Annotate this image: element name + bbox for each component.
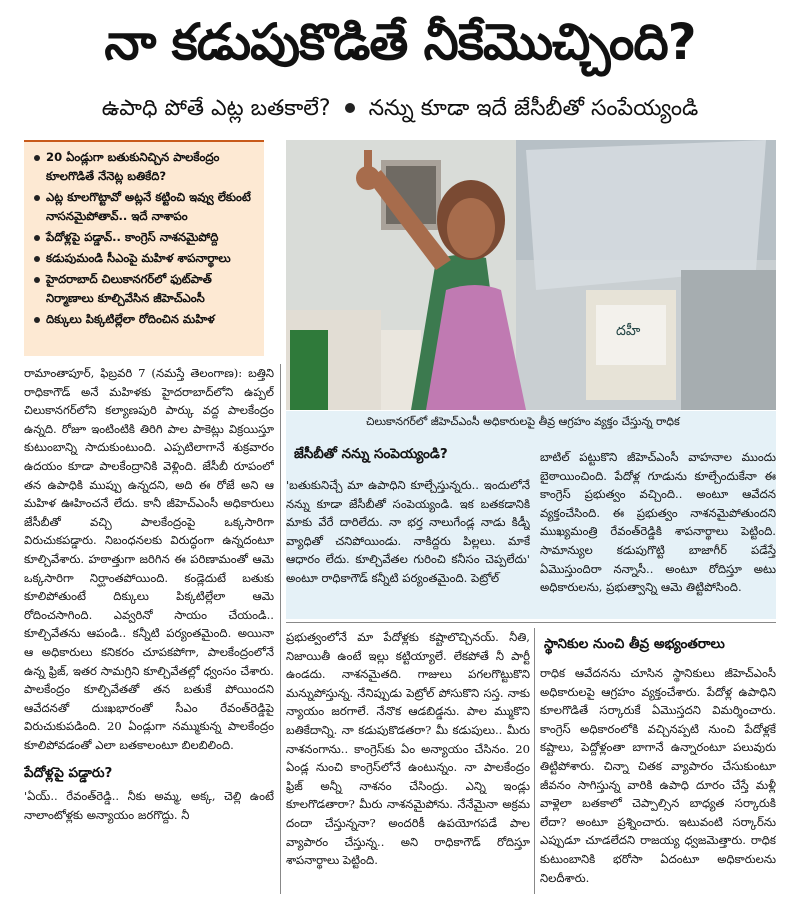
column-divider — [534, 628, 535, 894]
highlight-item: కడుపుమండి సీఎంపై మహిళ శాపనార్థాలు — [32, 249, 260, 268]
highlight-item: ఎట్ల కూలగొట్టావో అట్లనే కట్టించి ఇవ్వు లేకుంటే నాసనమైపోతావ్‌.. ఇదే నాశాపం — [32, 188, 260, 226]
headline: నా కడుపుకొడితే నీకేమొచ్చింది? — [104, 13, 696, 71]
article-column-4 — [286, 628, 530, 894]
subheadline — [0, 92, 800, 126]
column-subheading: పేదోళ్లపై పడ్డారు? — [24, 765, 113, 782]
article-paragraph: 'బతుకునిచ్చే మా ఉపాధిని కూల్చేస్తున్నరు.. ఇందులోనే నన్ను కూడా జేసీబీతో సంపెయ్యండి. ఇక బతకడానికి మాకు వేరే దారిలేదు. నా భర్త నాలుగేండ్ల నాడు కిడ్నీ వ్యాధితో చనిపోయిండు. నాకిద్దరు పిల్లలు. మాకే ఆధారం లేదు. కూల్చివేతల గురించి కనీసం చెప్పలేదు' అంటూ రాధికాగౌడ్‌ కన్నీటి పర్యంతమైంది. పెట్రోల్‌ — [286, 478, 530, 585]
article-column-3 — [540, 448, 776, 616]
highlights-box — [24, 140, 264, 356]
bullet-icon — [345, 103, 355, 113]
article-column-5 — [540, 664, 776, 894]
photo-sign-text: దహీ — [616, 323, 641, 339]
article-paragraph: రాధిక ఆవేదనను చూసిన స్థానికులు జీహెచ్‌ఎంసీ అధికారులపై ఆగ్రహం వ్యక్తంచేశారు. పేదోళ్ల ఉపాధిని కూలగొడితే సర్కారుకే ఏమొస్తదని విమర్శించారు. కాంగ్రెస్‌ అధికారంలోకి వచ్చినప్పటి నుంచి పేదోళ్లకే కష్టాలు, పెద్దోళ్లంతా బాగానే ఉన్నారంటూ పలువురు తిట్టిపోశారు. చిన్నా చితక వ్యాపారం చేసుకుంటూ జీవనం సాగిస్తున్న వారికి ఉపాధి దూరం చేస్తే మళ్లీ వాళ్లెలా బతకాలో చెప్పాల్సిన బాధ్యత సర్కారుకి లేదా? అంటూ ప్రశ్నించారు. ఇటువంటి సర్కార్‌ను ఎప్పుడూ చూడలేదని రాజయ్య ధ్వజమెత్తారు. రాధిక కుటుంబానికి భరోసా ఏదంటూ అధికారులను నిలదీశారు. — [540, 666, 776, 885]
article-paragraph: రామాంతాపూర్‌, ఫిబ్రవరి 7 (నమస్తే తెలంగాణ): బత్తిని రాధికాగౌడ్‌ అనే మహిళకు హైదరాబాద్‌లోని ఉప్పల్‌ చిలుకానగర్‌లోని కల్యాణపురి పార్కు వద్ద పాలకేంద్రం ఉన్నది. రోజూ ఇంటింటికి తిరిగి పాల పాకెట్లు విక్రయిస్తూ కుటుంబాన్ని సాదుకుంటుంది. ఎప్పటిలాగానే శుక్రవారం ఉదయం కూడా పాలకేంద్రానికి వెళ్లింది. జేసీబీ రూపంలో తన ఉపాధికి ముప్పు ఉన్నదని, అది ఈ రోజే అని ఆ మహిళ ఊహించనే లేదు. కానీ జీహెచ్‌ఎంసీ అధికారులు జేసీబీతో వచ్చి పాలకేంద్రంపై ఒక్కసారిగా విరుచుకపడ్డారు. నిబంధనలకు విరుద్ధంగా ఉన్నదంటూ కూల్చివేశారు. హఠాత్తుగా జరిగిన ఈ పరిణామంతో ఆమె ఒక్కసారిగా నిర్ఘాంతపోయింది. కండ్లెదుటే బతుకు కూలిపోతుంటే దిక్కులు పిక్కటిల్లేలా ఆమె రోదించసాగింది. ఎవ్వరినో సాయం చేయండి.. కూల్చివేతను ఆపండి.. కన్నీటి పర్యంతమైంది. అయినా ఆ అధికారులు కనికరం చూపకపోగా, పాలకేంద్రంలోనే ఉన్న ఫ్రిజ్‌, ఇతర సామగ్రిని కూల్చివేతల్లో ధ్వంసం చేశారు. పాలకేంద్రం కూల్చివేతతో తన బతుకే పోయిందని ఆవేదనతో దుఃఖభారంతో సీఎం రేవంత్‌రెడ్డిపై విరుచుకుపడింది. 20 ఏండ్లుగా నమ్ముకున్న పాలకేంద్రం కూలిపోవడంతో ఎలా బతకాలంటూ బిలబిలింది. — [24, 366, 274, 752]
highlight-item: 20 ఏండ్లుగా బతుకునిచ్చిన పాలకేంద్రం కూలగొడితే నేనెట్ల బతికేది? — [32, 148, 260, 186]
highlight-item: దిక్కులు పిక్కటిల్లేలా రోదించిన మహిళ — [32, 310, 260, 329]
article-column-1 — [24, 364, 274, 894]
highlights-list — [32, 148, 260, 329]
article-paragraph: ప్రభుత్వంలోనే మా పేదోళ్లకు కష్టాలొచ్చినయ్‌. నీతి, నిజాయితీ ఉంటే ఇల్లు కట్టియ్యాలే. లేకపోతే నీ పార్టీ ఉండదు. నాశనమైతది. గాజులు పగలగొట్టుకొని మన్నుపోస్తున్న. నేనిప్పుడు పెట్రోల్‌ పోసుకొని సస్త. నాకు న్యాయం జరగాలే. నేనొక ఆడబిడ్డను. పాల మ్ముకొని బతికేదాన్ని. నా కడుపుకొడతరా? మీ కడుపులు.. మీరు నాశనంగాను.. కాంగ్రెస్‌కు ఏం అన్యాయం చేసినం. 20 ఏండ్ల నుంచి కాంగ్రెస్‌లోనే ఉంటున్నం. నా పాలకేంద్రం ఫ్రిజ్‌ అన్నీ నాశనం చేసింద్రు. ఎన్ని ఇండ్లు కూలగొడతారా? మీరు నాశనమైపోను. నేనేమైనా అక్రమ దందా చేస్తున్ననా? అందరికీ ఉపయోగపడే పాల వ్యాపారం చేస్తున్న.. అని రాధికాగౌడ్‌ రోదిస్తూ శాపనార్థాలు పెట్టింది. — [286, 630, 530, 868]
subhead-left: ఉపాధి పోతే ఎట్ల బతకాలే? — [101, 96, 331, 121]
box-divider — [286, 622, 776, 623]
photo-caption: చిలుకానగర్‌లో జీహెచ్‌ఎంసీ అధికారులపై తీవ్ర ఆగ్రహం వ్యక్తం చేస్తున్న రాధిక — [286, 411, 776, 433]
news-photo — [286, 140, 776, 410]
column-subheading: స్థానికుల నుంచి తీవ్ర అభ్యంతరాలు — [544, 636, 725, 652]
highlight-item: హైదరాబాద్‌ చిలుకానగర్‌లో ఫుట్‌పాత్‌ నిర్మాణాలు కూల్చివేసిన జీహెచ్‌ఎంసీ — [32, 270, 260, 308]
column-divider — [280, 364, 281, 894]
article-paragraph: 'ఏయ్‌.. రేవంత్‌రెడ్డి.. నీకు అమ్మ, అక్క, చెల్లి ఉంటే నాలాంటోళ్లకు అన్యాయం జరగొద్దు. నీ — [24, 789, 274, 822]
article-paragraph: బాటిల్‌ పట్టుకొని జీహెచ్‌ఎంసీ వాహనాల ముందు బైఠాయించింది. పేదోళ్ల గూడును కూల్చేందుకేనా ఈ కాంగ్రెస్‌ ప్రభుత్వం వచ్చింది.. అంటూ ఆవేదన వ్యక్తంచేసింది. ఈ ప్రభుత్వం నాశనమైపోతుందని ముఖ్యమంత్రి రేవంత్‌రెడ్డికి శాపనార్థాలు పెట్టింది. సామాన్యుల కడుపుగొట్టి బాజాగీర్‌ పడేస్తే ఏమొస్తుందిరా నన్నాసీ.. అంటూ రోదిస్తూ అటు అధికారులను, ప్రభుత్వాన్ని ఆమె తిట్టిపోసింది. — [540, 450, 776, 595]
subhead-right: నన్ను కూడా ఇదే జేసీబీతో సంపేయ్యండి — [368, 96, 699, 121]
article-column-2 — [286, 476, 530, 598]
highlight-item: పేదోళ్లపై పడ్డావ్‌.. కాంగ్రెస్‌ నాశనమైపోద్ది — [32, 228, 260, 247]
photo-illustration — [286, 140, 776, 410]
box-subheading: జేసీబీతో నన్ను సంపెయ్యండి? — [294, 446, 448, 462]
